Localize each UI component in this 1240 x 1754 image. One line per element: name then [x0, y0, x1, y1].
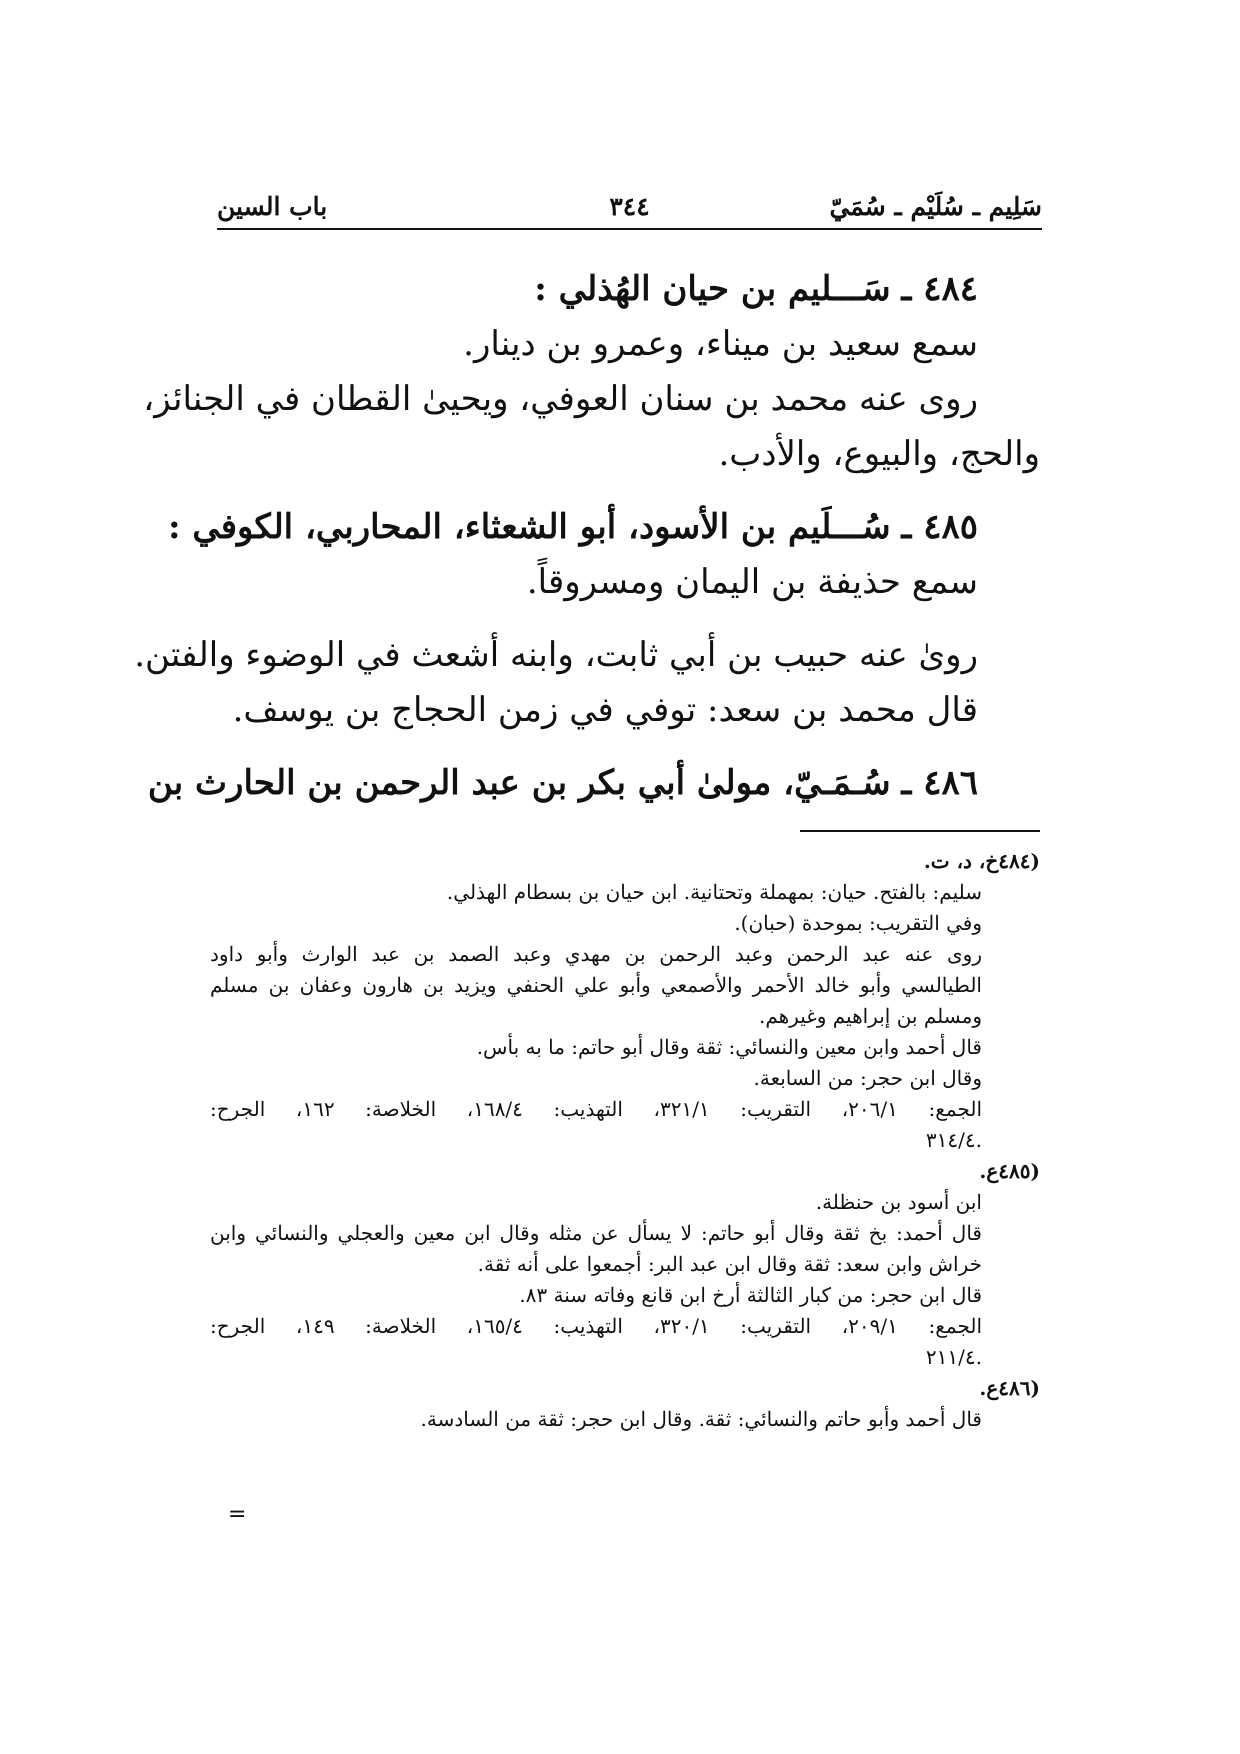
header-divider — [217, 228, 1042, 230]
entry-name: سُـمَـيّ، مولىٰ أبي بكر بن عبد الرحمن بن الحارث بن — [147, 763, 891, 803]
entry-heading — [210, 262, 1040, 317]
footnote-line: قال أحمد: بخ ثقة وقال أبو حاتم: لا يسأل عن مثله وقال ابن معين والعجلي والنسائي وابن — [210, 1221, 982, 1245]
footnote-line: الجمع: ٢٠٦/١، التقريب: ٣٢١/١، التهذيب: ١٦٨/٤، الخلاصة: ١٦٢، الجرح: — [210, 1097, 983, 1121]
footnote-ref: (٤٨٤ — [998, 849, 1040, 873]
footnote-line: سليم: بالفتح. حيان: بمهملة وتحتانية. ابن حيان بن بسطام الهذلي. — [446, 880, 982, 904]
entry-line: والحج، والبيوع، والأدب. — [718, 434, 1040, 474]
footnote-sigla: ع. — [979, 1376, 999, 1400]
footnote-line: قال أحمد وأبو حاتم والنسائي: ثقة. وقال ابن حجر: ثقة من السادسة. — [420, 1407, 982, 1431]
continuation-mark: = — [228, 1502, 247, 1527]
entry-486 — [147, 756, 1040, 811]
footnote-line: وفي التقريب: بموحدة (حبان). — [734, 911, 982, 935]
footnote-sigla: ع. — [979, 1159, 999, 1183]
entry-line: سمع حذيفة بن اليمان ومسروقاً. — [526, 562, 978, 602]
footnote-heading — [210, 1373, 1040, 1404]
header-entry-names: سَلِيم ـ سُلَيْم ـ سُمَيّ — [829, 192, 1042, 221]
entry-line: روى عنه محمد بن سنان العوفي، ويحيىٰ القطان في الجنائز، — [143, 379, 978, 419]
footnote-heading — [210, 1156, 1040, 1187]
page-number: ٣٤٤ — [609, 192, 650, 221]
footnotes — [210, 846, 1040, 1435]
entry-heading — [147, 756, 1040, 811]
entry-484 — [143, 262, 1040, 482]
entry-name: سَـــليم بن حيان الهُذلي : — [534, 269, 891, 309]
entry-line: قال محمد بن سعد: توفي في زمن الحجاج بن يوسف. — [232, 690, 978, 730]
entry-name: سُـــلَيم بن الأسود، أبو الشعثاء، المحاربي، الكوفي : — [168, 507, 891, 547]
main-text — [134, 262, 1040, 829]
footnote-line: روى عنه عبد الرحمن وعبد الرحمن بن مهدي وعبد الصمد بن عبد الوارث وأبو داود — [210, 942, 982, 966]
entry-number: ٤٨٥ ـ — [901, 507, 978, 547]
footnote-line: قال أحمد وابن معين والنسائي: ثقة وقال أبو حاتم: ما به بأس. — [476, 1035, 982, 1059]
entry-line: رویٰ عنه حبيب بن أبي ثابت، وابنه أشعث في الوضوء والفتن. — [134, 635, 978, 675]
footnote-line: ومسلم بن إبراهيم وغيرهم. — [758, 1004, 982, 1028]
footnote-line: ابن أسود بن حنظلة. — [815, 1190, 982, 1214]
footnote-line: وقال ابن حجر: من السابعة. — [753, 1066, 982, 1090]
footnote-ref: (٤٨٦ — [998, 1376, 1040, 1400]
footnote-line: الجمع: ٢٠٩/١، التقريب: ٣٢٠/١، التهذيب: ١٦٥/٤، الخلاصة: ١٤٩، الجرح: — [210, 1314, 983, 1338]
footnote-sigla: خ، د، ت. — [923, 849, 999, 873]
footnote-divider — [800, 830, 1040, 832]
footnote-heading — [210, 846, 1040, 877]
footnote-line: الطيالسي وأبو خالد الأحمر والأصمعي وأبو علي الحنفي ويزيد بن هارون وعفان بن مسلم — [210, 973, 982, 997]
footnote-line: .٢١١/٤ — [925, 1345, 982, 1369]
footnote-line: قال ابن حجر: من كبار الثالثة أرخ ابن قانع وفاته سنة ٨٣. — [519, 1283, 982, 1307]
footnote-ref: (٤٨٥ — [998, 1159, 1040, 1183]
chapter-title: باب السين — [217, 192, 328, 221]
entry-line: سمع سعيد بن ميناء، وعمرو بن دينار. — [463, 324, 978, 364]
entry-heading — [168, 500, 1040, 555]
entry-485 — [134, 500, 1040, 738]
entry-number: ٤٨٤ ـ — [901, 269, 978, 309]
entry-number: ٤٨٦ ـ — [901, 763, 978, 803]
footnote-line: خراش وابن سعد: ثقة وقال ابن عبد البر: أجمعوا على أنه ثقة. — [477, 1252, 982, 1276]
footnote-line: .٣١٤/٤ — [925, 1128, 982, 1152]
running-header — [217, 192, 1042, 232]
